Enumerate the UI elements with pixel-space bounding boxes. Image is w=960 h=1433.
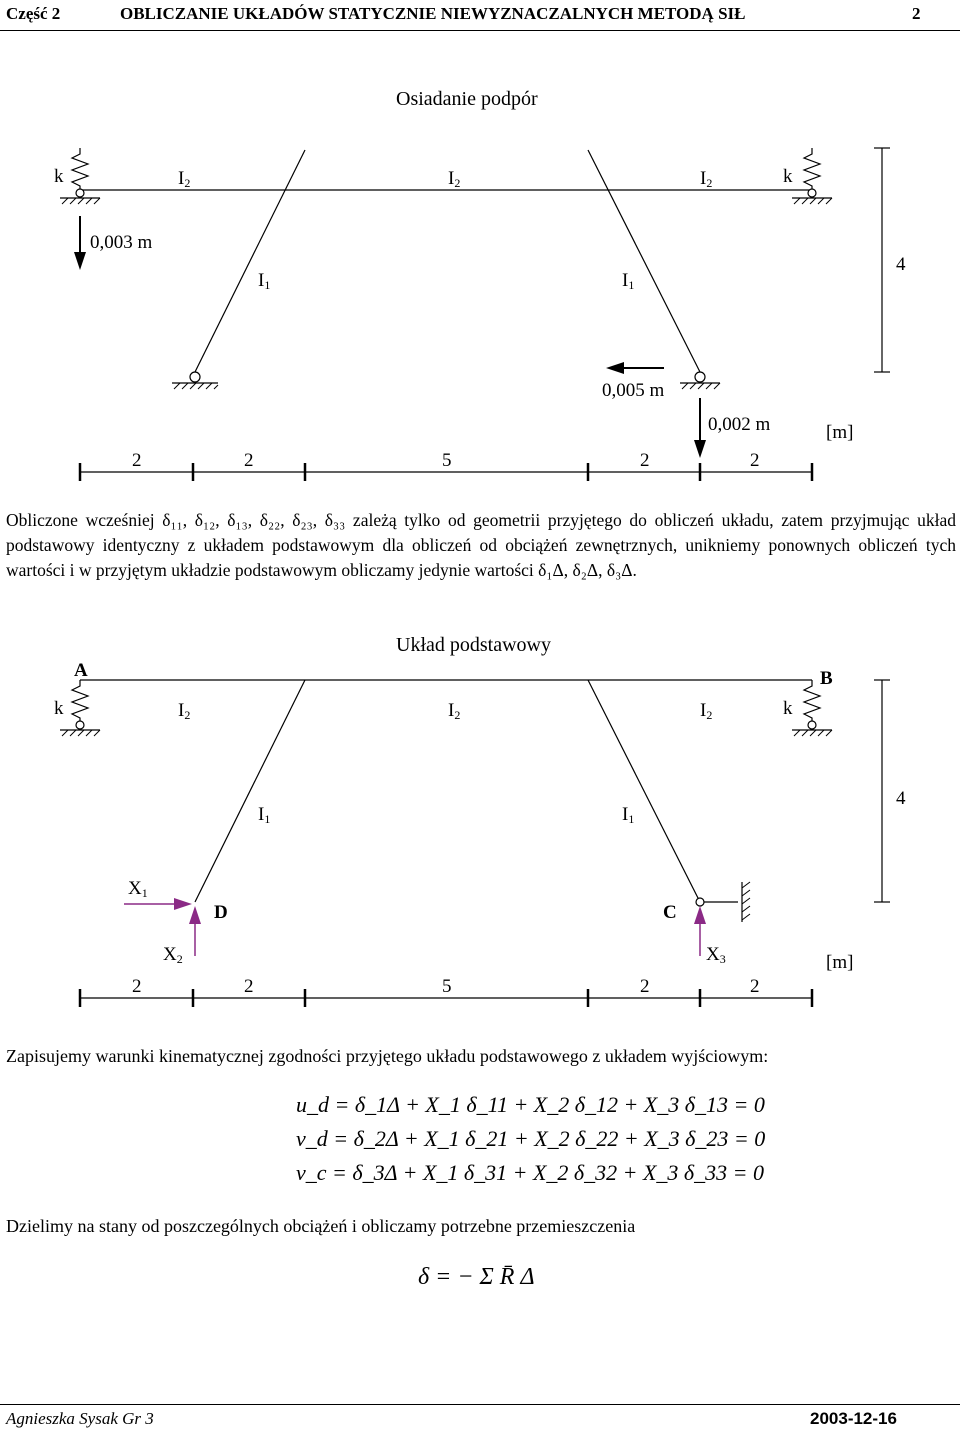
span-label-2: 2 [244,450,254,471]
spring-right [804,148,820,190]
equation-ud: u_d = δ_1Δ + X_1 δ_11 + X_2 δ_12 + X_3 δ_13 = 0 [296,1092,765,1117]
svg-text:I2: I2 [448,168,461,190]
force-x2-head [189,906,201,924]
svg-text:X3: X3 [706,944,726,966]
paragraph-states: Dzielimy na stany od poszczególnych obciążeń i obliczamy potrzebne przemieszczenia [6,1216,636,1236]
beam-inertia-1: I [178,168,185,189]
svg-text:I1: I1 [622,804,635,826]
spring-label-left: k [54,166,64,187]
span-label-5: 2 [750,450,760,471]
svg-text:I2: I2 [178,168,191,190]
node-label-b: B [820,668,833,689]
spring-label-left: k [54,698,64,719]
force-x2-label: X [163,944,177,965]
svg-text:2: 2 [244,976,254,997]
span-label-1: 2 [132,450,142,471]
header-page-number: 2 [912,4,921,23]
settlement-label-a: 0,003 m [90,232,153,253]
spring-label-right: k [783,166,793,187]
settlement-label-b: 0,005 m [602,380,665,401]
svg-text:I1: I1 [258,270,271,292]
section-title-settlement: Osiadanie podpór [396,88,538,110]
beam-inertia-3: I [700,168,707,189]
column-left [195,150,305,372]
column-inertia-left: I [258,270,265,291]
column-inertia-right: I [622,270,629,291]
unit-label: [m] [826,952,854,973]
settlement-frame-diagram [0,120,960,490]
force-x3-head [694,906,706,924]
spring-left [72,148,88,190]
beam-inertia-2: I [448,168,455,189]
paragraph-compatibility: Zapisujemy warunki kinematycznej zgodności przyjętego układu podstawowego z układem wyjściowym: [6,1046,769,1066]
equation-vc: v_c = δ_3Δ + X_1 δ_31 + X_2 δ_32 + X_3 δ_33 = 0 [296,1160,764,1185]
svg-text:2: 2 [640,976,650,997]
height-label: 4 [896,254,906,275]
svg-text:X2: X2 [163,944,183,966]
span-label-4: 2 [640,450,650,471]
svg-text:I2: I2 [178,700,191,722]
svg-text:5: 5 [442,976,452,997]
svg-text:2: 2 [750,976,760,997]
svg-text:I2: I2 [448,700,461,722]
paragraph-intro: Obliczone wcześniej δ₁₁, δ₁₂, δ₁₃, δ₂₂, δ₂₃, δ₃₃ zależą tylko od geometrii przyjętego do obliczeń układu, zatem przyjmując układ podstawowy identyczny z układem podstawowym dla obliczeń od obciążeń zewnętrznych, unikniemy ponownych obliczeń tych wartości i w przyjętym układzie podstawowym obliczamy jedynie wartości δ₁Δ, δ₂Δ, δ₃Δ. [6,510,956,580]
node-label-c: C [663,902,677,923]
spring-label-right: k [783,698,793,719]
spring-left [72,680,88,722]
svg-text:X1: X1 [128,878,148,900]
section-title-basic-system: Układ podstawowy [396,634,551,656]
svg-text:I2: I2 [700,168,713,190]
footer-date: 2003-12-16 [810,1409,897,1428]
height-label: 4 [896,788,906,809]
header-part: Część 2 [6,4,61,23]
basic-system-diagram [0,650,960,1020]
force-x1-head [174,898,192,910]
page-header [0,0,960,31]
svg-text:2: 2 [132,976,142,997]
displacement-formula: δ = − Σ R̄ Δ [418,1264,535,1290]
unit-label: [m] [826,422,854,443]
svg-text:I1: I1 [622,270,635,292]
force-x1-label: X [128,878,142,899]
footer-author: Agnieszka Sysak Gr 3 [6,1409,154,1428]
span-label-3: 5 [442,450,452,471]
header-title: OBLICZANIE UKŁADÓW STATYCZNIE NIEWYZNACZALNYCH METODĄ SIŁ [120,4,746,23]
settlement-label-c: 0,002 m [708,414,771,435]
page-footer [0,1404,960,1433]
column-right [588,150,700,372]
spring-right [804,680,820,722]
svg-text:I2: I2 [700,700,713,722]
node-label-a: A [74,660,88,681]
equation-vd: v_d = δ_2Δ + X_1 δ_21 + X_2 δ_22 + X_3 δ_23 = 0 [296,1126,766,1151]
force-x3-label: X [706,944,720,965]
node-label-d: D [214,902,228,923]
svg-text:I1: I1 [258,804,271,826]
